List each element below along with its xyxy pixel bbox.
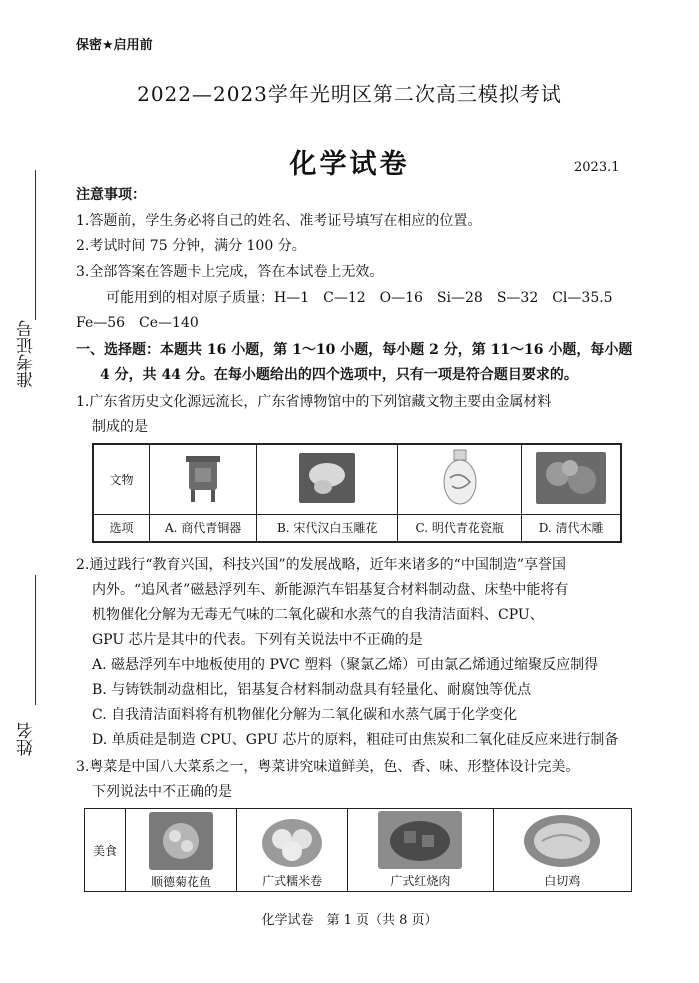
confidential-mark: 保密★启用前 xyxy=(76,38,153,53)
porcelain-vase-icon xyxy=(440,448,480,508)
question-2-stem: 2.通过践行“教育兴国，科技兴国”的发展战略，近年来诸多的“中国制造”享誉国 xyxy=(76,557,566,573)
dish-cell xyxy=(126,809,237,892)
atomic-mass-line: 可能用到的相对原子质量：H—1 C—12 O—16 Si—28 S—32 Cl—35.5 xyxy=(106,290,613,306)
table-row-label: 选项 xyxy=(93,514,150,542)
notes-heading: 注意事项： xyxy=(76,187,146,203)
question-3-stem-cont: 下列说法中不正确的是 xyxy=(92,784,232,800)
note-item: 1.答题前，学生务必将自己的姓名、准考证号填写在相应的位置。 xyxy=(76,213,482,229)
table-row-label: 文物 xyxy=(93,444,150,514)
white-chicken-icon xyxy=(522,811,602,869)
subject-title: 化学试卷 xyxy=(289,149,410,180)
option-c: C. 明代青花瓷瓶 xyxy=(398,514,522,542)
question-3-stem: 3.粤菜是中国八大菜系之一，粤菜讲究味道鲜美，色、香、味、形整体设计完美。 xyxy=(76,759,580,775)
question-2-option-d: D. 单质硅是制造 CPU、GPU 芯片的原料，粗硅可由焦炭和二氧化硅反应来进行制备 xyxy=(92,732,619,748)
bronze-vessel-icon xyxy=(183,450,223,506)
dish-name: 顺德菊花鱼 xyxy=(151,875,212,889)
question-1-stem: 1.广东省历史文化源远流长，广东省博物馆中的下列馆藏文物主要由金属材料 xyxy=(76,394,552,410)
table-row-label: 美食 xyxy=(85,809,126,892)
artifact-image-c xyxy=(398,444,522,514)
question-2-option-a: A. 磁悬浮列车中地板使用的 PVC 塑料（聚氯乙烯）可由氯乙烯通过缩聚反应制得 xyxy=(92,657,599,673)
note-item: 3.全部答案在答题卡上完成，答在本试卷上无效。 xyxy=(76,264,384,280)
exam-number-underline xyxy=(35,170,36,320)
question-2-stem-cont: 机物催化分解为无毒无气味的二氧化碳和水蒸气的自我清洁面料、CPU、 xyxy=(92,607,544,623)
artifact-image-b xyxy=(257,444,398,514)
note-item: 2.考试时间 75 分钟，满分 100 分。 xyxy=(76,238,306,254)
name-label: 姓名 xyxy=(17,722,37,756)
question-2-option-b: B. 与铸铁制动盘相比，铝基复合材料制动盘具有轻量化、耐腐蚀等优点 xyxy=(92,682,532,698)
name-underline xyxy=(35,575,36,705)
exam-number-label: 准考证号 xyxy=(17,320,37,388)
option-b: B. 宋代汉白玉雕花 xyxy=(257,514,398,542)
option-a: A. 商代青铜器 xyxy=(150,514,257,542)
artifact-image-a xyxy=(150,444,257,514)
dish-name: 白切鸡 xyxy=(544,874,581,888)
question-1-table xyxy=(92,443,622,543)
question-1-stem-cont: 制成的是 xyxy=(92,419,148,435)
question-2-stem-cont: GPU 芯片是其中的代表。下列有关说法中不正确的是 xyxy=(92,632,423,648)
chrysanthemum-fish-icon xyxy=(149,812,213,870)
wood-carving-icon xyxy=(536,452,606,504)
rice-roll-icon xyxy=(260,811,324,869)
section-heading-cont: 4 分，共 44 分。在每小题给出的四个选项中，只有一项是符合题目要求的。 xyxy=(100,367,578,383)
braised-pork-icon xyxy=(378,811,462,869)
dish-cell xyxy=(348,809,493,892)
page-footer: 化学试卷 第 1 页（共 8 页） xyxy=(261,913,438,928)
exam-date: 2023.1 xyxy=(574,160,620,175)
artifact-image-d xyxy=(522,444,621,514)
question-3-table xyxy=(84,808,632,892)
section-heading: 一、选择题：本题共 16 小题，第 1～10 小题，每小题 2 分，第 11～16 小题，每小题 xyxy=(76,342,633,358)
dish-cell xyxy=(237,809,348,892)
option-d: D. 清代木雕 xyxy=(522,514,621,542)
dish-name: 广式红烧肉 xyxy=(390,874,451,888)
jade-carving-icon xyxy=(299,453,355,503)
atomic-mass-line-cont: Fe—56 Ce—140 xyxy=(76,315,199,331)
question-2-stem-cont: 内外。“追风者”磁悬浮列车、新能源汽车铝基复合材料制动盘、床垫中能将有 xyxy=(92,582,569,598)
dish-cell xyxy=(493,809,631,892)
question-2-option-c: C. 自我清洁面料将有机物催化分解为二氧化碳和水蒸气属于化学变化 xyxy=(92,707,518,723)
exam-title: 2022—2023学年光明区第二次高三模拟考试 xyxy=(137,82,562,106)
dish-name: 广式糯米卷 xyxy=(262,874,323,888)
